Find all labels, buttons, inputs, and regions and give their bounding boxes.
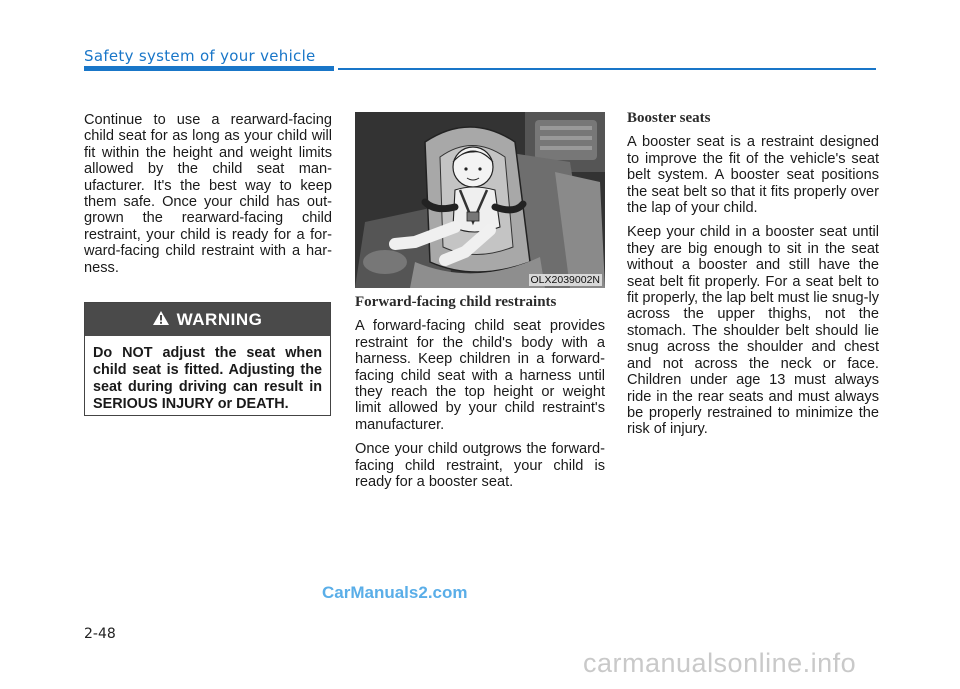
warning-text: Do NOT adjust the seat when child seat is fitted. Adjusting the seat during driving can result in SERIOUS INJURY or DEATH. <box>93 345 322 412</box>
booster-paragraph-1: A booster seat is a restraint designed to improve the fit of the vehicle's seat belt system. A booster seat positions the seat belt so that it fits properly over the lap of your child. <box>627 134 879 217</box>
child-seat-drawing <box>355 112 605 288</box>
forward-facing-heading: Forward-facing child restraints <box>355 294 557 310</box>
warning-header <box>85 303 330 336</box>
forward-facing-paragraph-2: Once your child outgrows the forward-facing child restraint, your child is ready for a booster seat. <box>355 441 605 491</box>
column-middle <box>355 294 605 498</box>
booster-paragraph-2: Keep your child in a booster seat until they are big enough to sit in the seat without a booster and still have the seat belt fit properly. For a seat belt to fit properly, the lap belt must lie snug-ly across the upper thighs, not the stomach. The shoulder belt should lie snug across the shoulder and chest and not across the neck or face. Children under age 13 must always ride in the rear seats and must always be properly restrained to minimize the risk of injury. <box>627 224 879 438</box>
warning-label: WARNING <box>176 309 263 329</box>
rearward-paragraph: Continue to use a rearward-facing child seat for as long as your child will fit within the height and weight limits allowed by the child seat man-ufacturer. It's the best way to keep them safe. Once your child has out-grown the rearward-facing child restraint, your child is ready for a for-ward-facing child restraint with a har-ness. <box>84 112 332 276</box>
booster-heading: Booster seats <box>627 110 711 126</box>
section-title: Safety system of your vehicle <box>84 47 316 65</box>
page-number: 2-48 <box>84 626 116 642</box>
column-left <box>84 112 332 284</box>
watermark-footer: carmanualsonline.info <box>583 648 857 678</box>
column-right <box>627 110 879 446</box>
figure-code: OLX2039002N <box>530 274 600 286</box>
child-seat-illustration <box>355 112 605 288</box>
header-rule-thin <box>338 68 876 70</box>
header-rule-thick <box>84 66 334 71</box>
watermark-link[interactable]: CarManuals2.com <box>322 583 468 602</box>
forward-facing-paragraph-1: A forward-facing child seat provides restraint for the child's body with a harness. Keep children in a forward-facing child seat with a harness until they reach the top height or weight limit allowed by your child restraint's manufacturer. <box>355 318 605 433</box>
warning-triangle-icon <box>153 310 169 330</box>
warning-box <box>84 302 331 416</box>
